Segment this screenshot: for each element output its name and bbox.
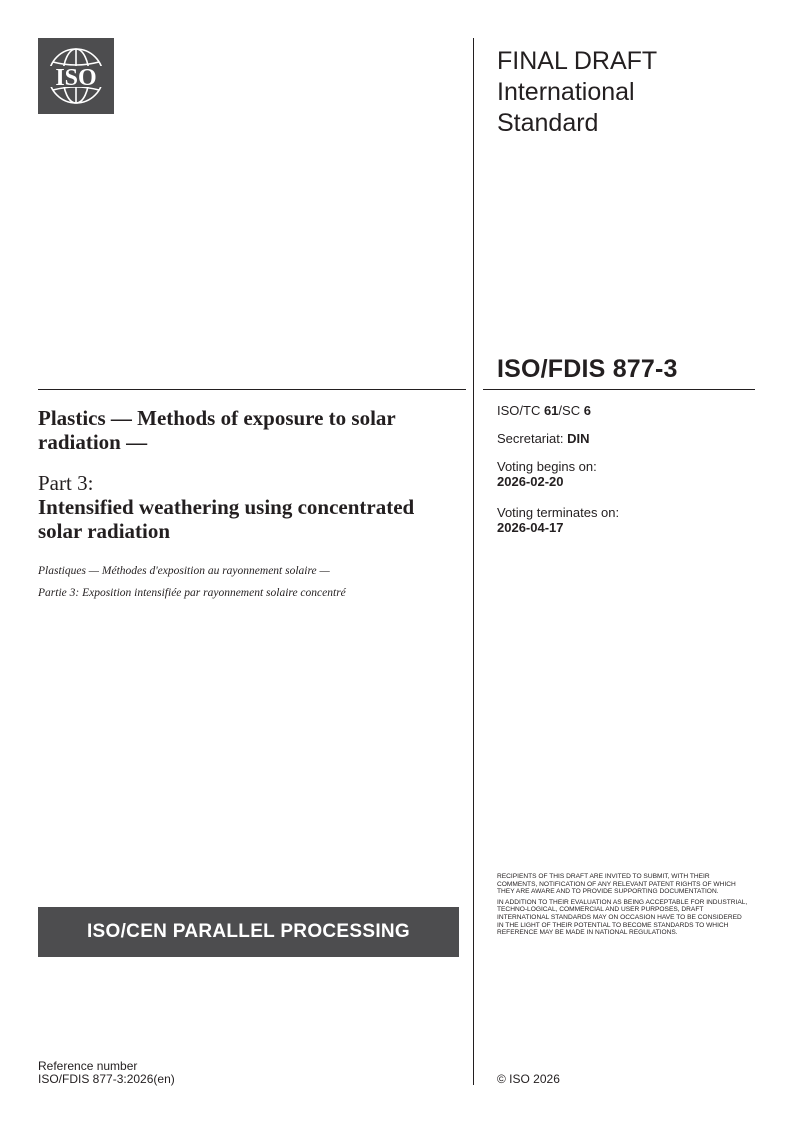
voting-begins bbox=[497, 459, 597, 489]
committee-tc: 61 bbox=[543, 403, 559, 418]
reference-number-label: Reference number bbox=[38, 1059, 138, 1073]
committee-prefix: ISO/TC bbox=[497, 403, 544, 418]
vertical-divider bbox=[473, 38, 474, 1085]
iso-logo bbox=[38, 38, 114, 114]
right-horizontal-divider bbox=[483, 389, 755, 390]
french-part-title: Partie 3: Exposition intensifiée par rayonnement solaire concentré bbox=[38, 587, 346, 599]
main-title: Plastics — Methods of exposure to solar radiation — bbox=[38, 406, 396, 454]
left-horizontal-divider bbox=[38, 389, 466, 390]
voting-begins-value: 2026-02-20 bbox=[497, 474, 564, 489]
iso-logo-text: ISO bbox=[55, 65, 97, 91]
notice-paragraph-1: RECIPIENTS OF THIS DRAFT ARE INVITED TO SUBMIT, WITH THEIR COMMENTS, NOTIFICATION OF ANY RELEVANT PATENT RIGHTS OF WHICH THEY ARE AWARE AND TO PROVIDE SUPPORTING DOCUMENTATION. bbox=[497, 873, 736, 896]
secretariat-label: Secretariat: bbox=[497, 431, 568, 446]
committee-sc: 6 bbox=[583, 403, 591, 418]
document-number: ISO/FDIS 877-3 bbox=[497, 355, 678, 383]
reference-number-value: ISO/FDIS 877-3:2026(en) bbox=[38, 1072, 175, 1086]
secretariat-value: DIN bbox=[567, 431, 590, 446]
iso-globe-icon bbox=[38, 38, 114, 114]
parallel-processing-banner: ISO/CEN PARALLEL PROCESSING bbox=[38, 907, 459, 957]
stage-line-2: International bbox=[497, 78, 635, 106]
secretariat bbox=[497, 431, 589, 446]
notice-paragraph-2: IN ADDITION TO THEIR EVALUATION AS BEING ACCEPTABLE FOR INDUSTRIAL, TECHNO-LOGICAL, COMMERCIAL AND USER PURPOSES, DRAFT INTERNATIONAL STANDARDS MAY ON OCCASION HAVE TO BE CONSIDERED IN THE LIGHT OF THEIR POTENTIAL TO BECOME STANDARDS TO WHICH REFERENCE MAY BE MADE IN NATIONAL REGULATIONS. bbox=[497, 898, 748, 937]
voting-terminates-value: 2026-04-17 bbox=[497, 520, 564, 535]
voting-terminates-label: Voting terminates on: bbox=[497, 505, 620, 520]
voting-terminates bbox=[497, 505, 619, 535]
committee bbox=[497, 403, 591, 418]
committee-mid: /SC bbox=[558, 403, 584, 418]
part-title: Intensified weathering using concentrated solar radiation bbox=[38, 495, 415, 543]
stage-line-1: FINAL DRAFT bbox=[497, 47, 658, 75]
draft-notice bbox=[497, 873, 749, 940]
document-stage bbox=[497, 46, 767, 139]
copyright: © ISO 2026 bbox=[497, 1072, 560, 1086]
french-title: Plastiques — Méthodes d'exposition au rayonnement solaire — bbox=[38, 565, 330, 577]
voting-begins-label: Voting begins on: bbox=[497, 459, 597, 474]
part-label: Part 3: bbox=[38, 471, 94, 495]
stage-line-3: Standard bbox=[497, 109, 599, 137]
